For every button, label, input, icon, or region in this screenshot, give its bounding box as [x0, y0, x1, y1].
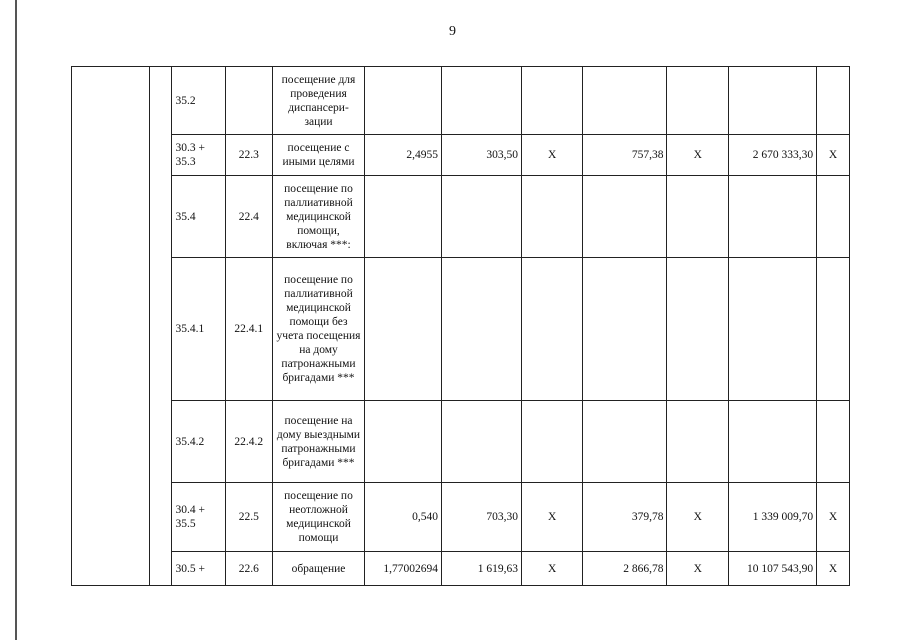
cell-c11	[817, 67, 850, 135]
table-row	[72, 176, 850, 258]
spacer-cell	[149, 67, 172, 586]
cell-c8	[583, 401, 667, 483]
cell-c9	[667, 67, 729, 135]
cell-c8: 757,38	[583, 135, 667, 176]
cell-c8	[583, 176, 667, 258]
cell-c11	[817, 258, 850, 401]
row-name: посещение для проведения диспансери-зации	[272, 67, 364, 135]
row-name: посещение по паллиативной медицинской помощи, включая ***:	[272, 176, 364, 258]
cell-normative	[365, 401, 442, 483]
cell-c11: X	[817, 135, 850, 176]
row-number: 30.5 +	[172, 552, 225, 586]
cell-cost	[442, 67, 522, 135]
table-row	[72, 258, 850, 401]
cell-c8	[583, 67, 667, 135]
row-code: 22.5	[225, 483, 272, 552]
row-code: 22.4.1	[225, 258, 272, 401]
row-number: 30.3 + 35.3	[172, 135, 225, 176]
cell-normative: 2,4955	[365, 135, 442, 176]
row-name: посещение на дому выездными патронажными бригадами ***	[272, 401, 364, 483]
cell-c9: X	[667, 483, 729, 552]
cell-c10	[728, 401, 816, 483]
row-number: 35.4.2	[172, 401, 225, 483]
page-left-border	[15, 0, 17, 640]
row-code	[225, 67, 272, 135]
cell-c10	[728, 67, 816, 135]
row-number: 35.2	[172, 67, 225, 135]
row-code: 22.3	[225, 135, 272, 176]
cell-c7: X	[521, 552, 583, 586]
cell-c9: X	[667, 135, 729, 176]
cell-c9	[667, 176, 729, 258]
cell-cost: 303,50	[442, 135, 522, 176]
page-number: 9	[449, 24, 456, 39]
row-number: 35.4	[172, 176, 225, 258]
cell-cost	[442, 401, 522, 483]
cell-c10: 1 339 009,70	[728, 483, 816, 552]
table-row	[72, 67, 850, 135]
table-row	[72, 552, 850, 586]
cell-normative: 0,540	[365, 483, 442, 552]
row-code: 22.6	[225, 552, 272, 586]
table-row	[72, 401, 850, 483]
cell-c10: 10 107 543,90	[728, 552, 816, 586]
row-number: 30.4 + 35.5	[172, 483, 225, 552]
row-code: 22.4.2	[225, 401, 272, 483]
table-row	[72, 135, 850, 176]
row-number: 35.4.1	[172, 258, 225, 401]
cell-c9	[667, 401, 729, 483]
cell-c7: X	[521, 483, 583, 552]
cell-cost	[442, 176, 522, 258]
cell-c9: X	[667, 552, 729, 586]
cell-c11: X	[817, 552, 850, 586]
cell-c8: 2 866,78	[583, 552, 667, 586]
cell-cost: 703,30	[442, 483, 522, 552]
cell-c11: X	[817, 483, 850, 552]
cell-c11	[817, 176, 850, 258]
cell-normative: 1,77002694	[365, 552, 442, 586]
cell-c7: X	[521, 135, 583, 176]
row-name: посещение по неотложной медицинской помощи	[272, 483, 364, 552]
cell-cost	[442, 258, 522, 401]
cell-normative	[365, 67, 442, 135]
cell-c8: 379,78	[583, 483, 667, 552]
table-row	[72, 483, 850, 552]
cell-c11	[817, 401, 850, 483]
row-name: посещение по паллиативной медицинской помощи без учета посещения на дому патронажными бригадами ***	[272, 258, 364, 401]
cell-c7	[521, 401, 583, 483]
cell-c7	[521, 258, 583, 401]
cell-c7	[521, 176, 583, 258]
cell-c10: 2 670 333,30	[728, 135, 816, 176]
cell-c10	[728, 258, 816, 401]
cell-cost: 1 619,63	[442, 552, 522, 586]
row-name: посещение с иными целями	[272, 135, 364, 176]
cell-normative	[365, 176, 442, 258]
cell-c10	[728, 176, 816, 258]
row-code: 22.4	[225, 176, 272, 258]
cell-normative	[365, 258, 442, 401]
group-cell	[72, 67, 150, 586]
cell-c9	[667, 258, 729, 401]
row-name: обращение	[272, 552, 364, 586]
cell-c8	[583, 258, 667, 401]
tariff-table	[71, 66, 850, 586]
cell-c7	[521, 67, 583, 135]
